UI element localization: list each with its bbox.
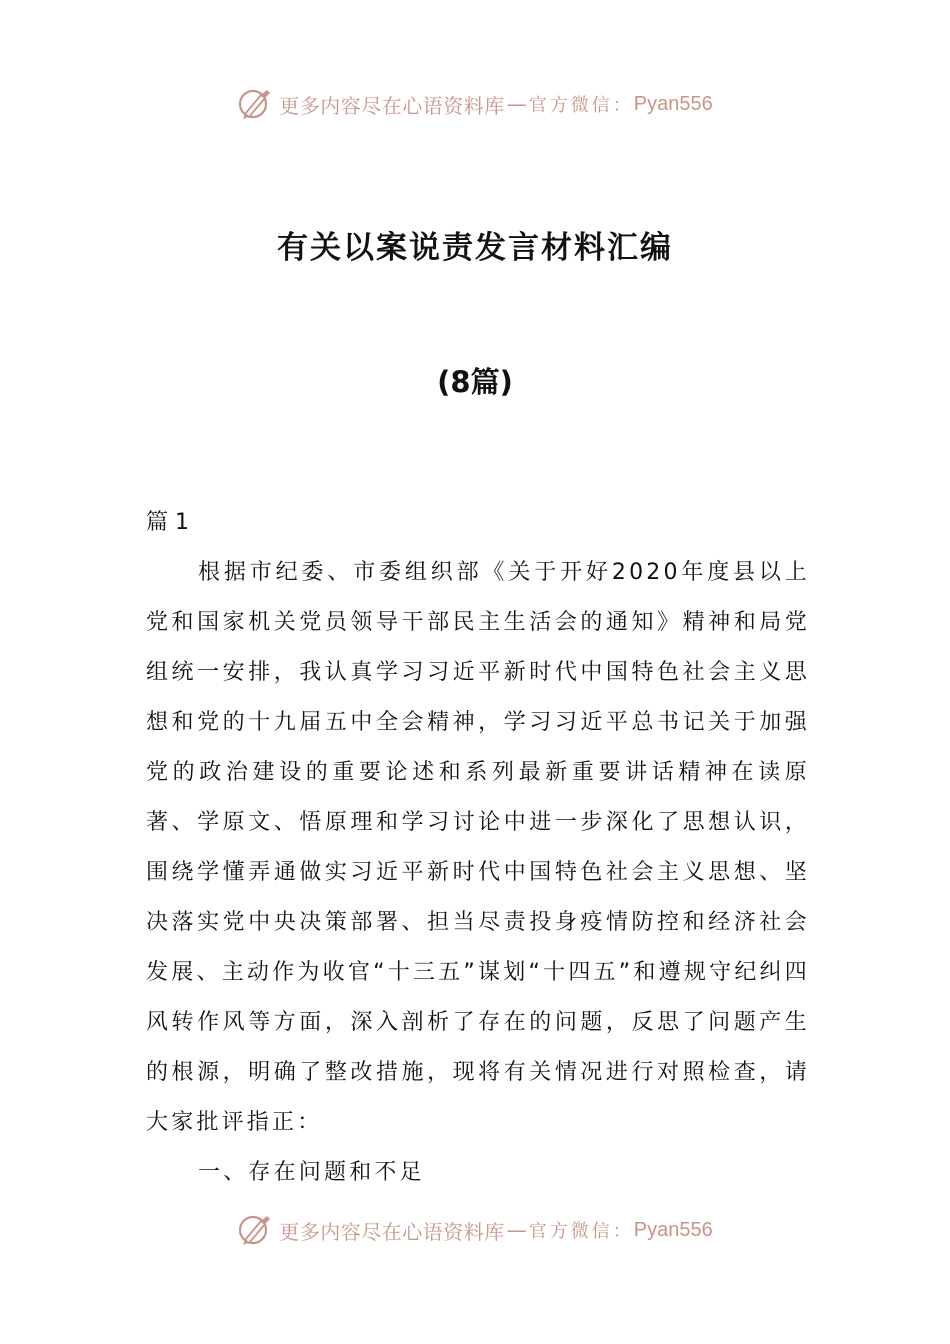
watermark-wechat-id: Pyan556: [633, 1218, 713, 1241]
pen-logo-icon: [237, 1212, 273, 1248]
watermark-dash: —: [506, 92, 527, 116]
watermark-dash: —: [506, 1218, 527, 1242]
watermark-wechat-id: Pyan556: [633, 92, 713, 115]
header-watermark: [0, 82, 950, 126]
footer-watermark: [0, 1208, 950, 1252]
section-label: 篇 1: [146, 510, 189, 535]
document-title: 有关以案说责发言材料汇编: [277, 230, 673, 266]
watermark-wechat-label: 官方微信：: [528, 95, 634, 116]
watermark-brand-text: 更多内容尽在心语资料库: [279, 1219, 505, 1244]
watermark-wechat-label: 官方微信：: [528, 1221, 634, 1242]
document-subtitle: (8篇): [437, 365, 513, 399]
watermark-brand-text: 更多内容尽在心语资料库: [279, 93, 505, 118]
document-body: [146, 498, 810, 1198]
pen-logo-icon: [237, 86, 273, 122]
section-heading: 一、存在问题和不足: [198, 1160, 425, 1185]
body-paragraph: 根据市纪委、市委组织部《关于开好2020年度县以上党和国家机关党员领导干部民主生活会的通知》精神和局党组统一安排，我认真学习习近平新时代中国特色社会主义思想和党的十九届五中全会精神，学习习近平总书记关于加强党的政治建设的重要论述和系列最新重要讲话精神在读原著、学原文、悟原理和学习讨论中进一步深化了思想认识，围绕学懂弄通做实习近平新时代中国特色社会主义思想、坚决落实党中央决策部署、担当尽责投身疫情防控和经济社会发展、主动作为收官“十三五”谋划“十四五”和遵规守纪纠四风转作风等方面，深入剖析了存在的问题，反思了问题产生的根源，明确了整改措施，现将有关情况进行对照检查，请大家批评指正：: [146, 560, 810, 1135]
